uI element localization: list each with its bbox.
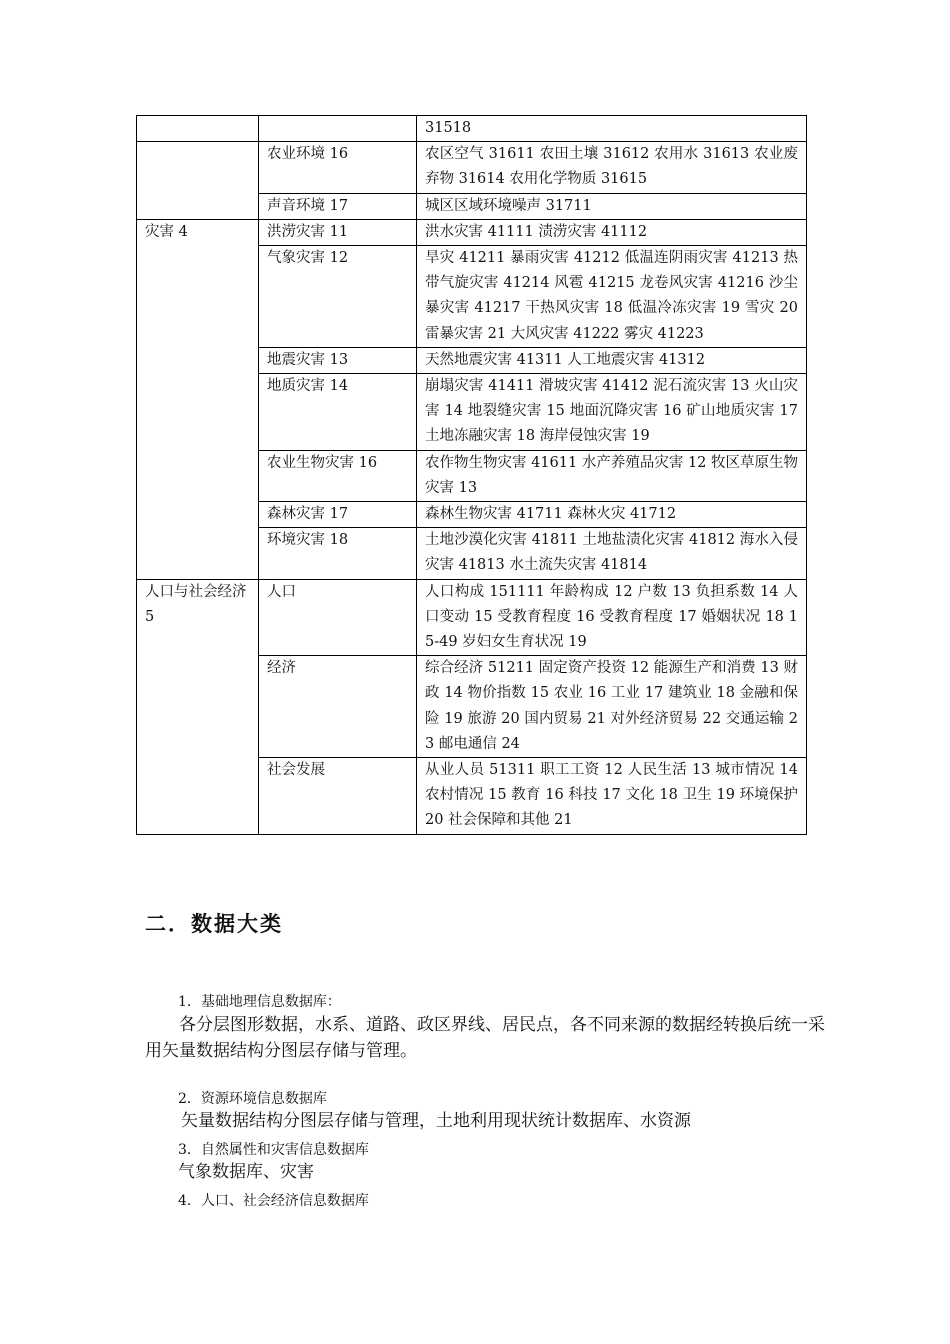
subcategory-cell: 社会发展 — [259, 758, 417, 835]
item-title: 1．基础地理信息数据库： — [178, 994, 341, 1010]
subcategory-cell — [259, 116, 417, 142]
items-cell: 从业人员 51311 职工工资 12 人民生活 13 城市情况 14 农村情况 15 教育 16 科技 17 文化 18 卫生 19 环境保护 20 社会保障和其他 21 — [417, 758, 807, 835]
table-row — [137, 219, 807, 245]
items-cell: 农区空气 31611 农田土壤 31612 农用水 31613 农业废弃物 31614 农用化学物质 31615 — [417, 142, 807, 193]
subcategory-cell: 地质灾害 14 — [259, 374, 417, 451]
items-cell: 土地沙漠化灾害 41811 土地盐渍化灾害 41812 海水入侵灾害 41813 水土流失灾害 41814 — [417, 528, 807, 579]
items-cell: 城区区域环境噪声 31711 — [417, 193, 807, 219]
subcategory-cell: 农业环境 16 — [259, 142, 417, 193]
item-title: 2．资源环境信息数据库 — [178, 1091, 327, 1107]
category-cell — [137, 142, 259, 220]
item-body: 各分层图形数据，水系、道路、政区界线、居民点，各不同来源的数据经转换后统一采用矢量数据结构分图层存储与管理。 — [145, 1015, 825, 1061]
classification-table — [136, 115, 807, 835]
item-title: 4．人口、社会经济信息数据库 — [178, 1193, 369, 1209]
subcategory-cell: 地震灾害 13 — [259, 347, 417, 373]
category-cell: 灾害 4 — [137, 219, 259, 579]
section-heading: 二．数据大类 — [145, 912, 283, 936]
subcategory-cell: 声音环境 17 — [259, 193, 417, 219]
item-title: 3．自然属性和灾害信息数据库 — [178, 1142, 369, 1158]
items-cell: 31518 — [417, 116, 807, 142]
subcategory-cell: 人口 — [259, 579, 417, 656]
category-cell — [137, 116, 259, 142]
items-cell: 旱灾 41211 暴雨灾害 41212 低温连阴雨灾害 41213 热带气旋灾害 41214 风雹 41215 龙卷风灾害 41216 沙尘暴灾害 41217 干热风灾害 18 低温冷冻灾害 19 雪灾 20 雷暴灾害 21 大风灾害 41222 雾灾 41223 — [417, 246, 807, 348]
table-row — [137, 579, 807, 656]
table-row — [137, 142, 807, 193]
items-cell: 农作物生物灾害 41611 水产养殖品灾害 12 牧区草原生物灾害 13 — [417, 450, 807, 501]
items-cell: 森林生物灾害 41711 森林火灾 41712 — [417, 502, 807, 528]
item-body: 气象数据库、灾害 — [178, 1162, 314, 1182]
category-cell: 人口与社会经济 5 — [137, 579, 259, 834]
subcategory-cell: 气象灾害 12 — [259, 246, 417, 348]
item-body: 矢量数据结构分图层存储与管理，土地利用现状统计数据库、水资源 — [181, 1111, 691, 1131]
subcategory-cell: 环境灾害 18 — [259, 528, 417, 579]
table-row — [137, 116, 807, 142]
subcategory-cell: 森林灾害 17 — [259, 502, 417, 528]
items-cell: 综合经济 51211 固定资产投资 12 能源生产和消费 13 财政 14 物价指数 15 农业 16 工业 17 建筑业 18 金融和保险 19 旅游 20 国内贸易 21 对外经济贸易 22 交通运输 23 邮电通信 24 — [417, 656, 807, 758]
items-cell: 天然地震灾害 41311 人工地震灾害 41312 — [417, 347, 807, 373]
subcategory-cell: 经济 — [259, 656, 417, 758]
items-cell: 崩塌灾害 41411 滑坡灾害 41412 泥石流灾害 13 火山灾害 14 地裂缝灾害 15 地面沉降灾害 16 矿山地质灾害 17 土地冻融灾害 18 海岸侵蚀灾害 19 — [417, 374, 807, 451]
items-cell: 人口构成 151111 年龄构成 12 户数 13 负担系数 14 人口变动 15 受教育程度 16 受教育程度 17 婚姻状况 18 15-49 岁妇女生育状况 19 — [417, 579, 807, 656]
subcategory-cell: 农业生物灾害 16 — [259, 450, 417, 501]
subcategory-cell: 洪涝灾害 11 — [259, 219, 417, 245]
items-cell: 洪水灾害 41111 渍涝灾害 41112 — [417, 219, 807, 245]
